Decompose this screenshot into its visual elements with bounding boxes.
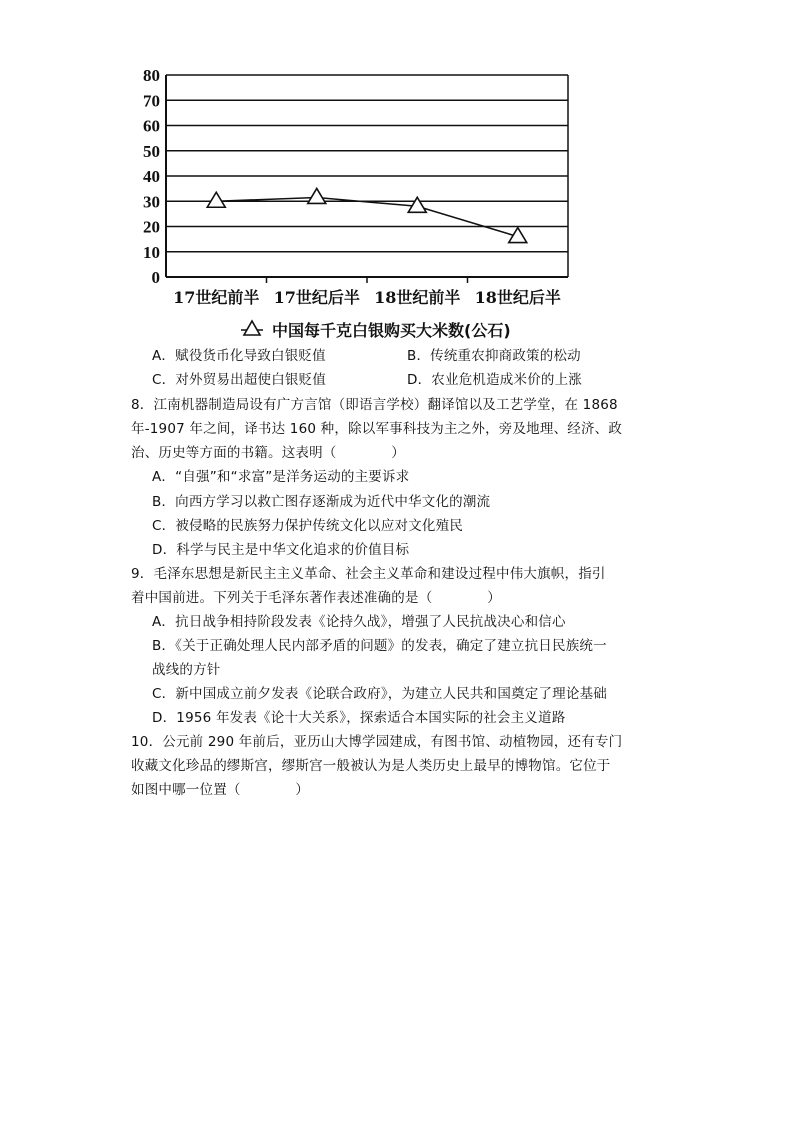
- y-tick-label: 70: [143, 91, 160, 111]
- q9-option-b-line-2: 战线的方针: [152, 662, 221, 678]
- y-tick-label: 30: [143, 192, 160, 212]
- q9-option-a: A．抗日战争相持阶段发表《论持久战》，增强了人民抗战决心和信心: [152, 614, 566, 630]
- q9-option-b-line-1: B．《关于正确处理人民内部矛盾的问题》的发表，确定了建立抗日民族统一: [152, 638, 607, 654]
- legend-triangle-icon: [244, 321, 260, 335]
- q8-option-b: B．向西方学习以救亡图存逐渐成为近代中华文化的潮流: [152, 494, 491, 510]
- data-point-triangle: [408, 197, 426, 212]
- y-tick-label: 50: [143, 141, 160, 161]
- q7-option-b: B．传统重农抑商政策的松动: [407, 348, 581, 364]
- q9-stem-line-1: 9．毛泽东思想是新民主主义革命、社会主义革命和建设过程中伟大旗帜，指引: [131, 566, 606, 582]
- q8-option-c: C．被侵略的民族努力保护传统文化以应对文化殖民: [152, 518, 464, 534]
- x-tick-label: 17世纪前半: [173, 288, 260, 307]
- q10-stem-line-3: 如图中哪一位置（ ）: [131, 782, 310, 798]
- y-tick-label: 10: [143, 242, 160, 262]
- q8-stem-line-1: 8．江南机器制造局设有广方言馆（即语言学校）翻译馆以及工艺学堂，在 1868: [131, 397, 618, 413]
- y-tick-label: 80: [143, 66, 160, 85]
- y-tick-label: 40: [143, 167, 160, 186]
- q10-stem-line-1: 10．公元前 290 年前后，亚历山大博学园建成，有图书馆、动植物园，还有专门: [131, 734, 623, 750]
- data-point-triangle: [308, 188, 326, 203]
- q7-option-d: D．农业危机造成米价的上涨: [407, 372, 582, 388]
- x-tick-label: 17世纪后半: [273, 288, 360, 307]
- q7-option-a: A．赋役货币化导致白银贬值: [152, 348, 326, 364]
- q10-stem-line-2: 收藏文化珍品的缪斯宫，缪斯宫一般被认为是人类历史上最早的博物馆。它位于: [131, 758, 611, 774]
- y-tick-label: 20: [143, 217, 160, 237]
- q7-option-c: C．对外贸易出超使白银贬值: [152, 372, 327, 388]
- data-point-triangle: [207, 192, 225, 207]
- x-tick-label: 18世纪后半: [474, 288, 561, 307]
- x-tick-label: 18世纪前半: [374, 288, 461, 307]
- q8-option-d: D．科学与民主是中华文化追求的价值目标: [152, 542, 410, 558]
- q9-option-d: D．1956 年发表《论十大关系》，探索适合本国实际的社会主义道路: [152, 710, 566, 726]
- q8-stem-line-3: 治、历史等方面的书籍。这表明（ ）: [131, 445, 405, 461]
- y-tick-label: 0: [151, 268, 160, 287]
- q8-stem-line-2: 年-1907 年之间，译书达 160 种，除以军事科技为主之外，旁及地理、经济、政: [131, 421, 623, 437]
- q9-stem-line-2: 着中国前进。下列关于毛泽东著作表述准确的是（ ）: [131, 590, 501, 606]
- silver-rice-line-chart: [135, 62, 580, 347]
- y-tick-label: 60: [143, 116, 160, 136]
- series-line: [216, 197, 518, 236]
- q9-option-c: C．新中国成立前夕发表《论联合政府》，为建立人民共和国奠定了理论基础: [152, 686, 607, 702]
- legend-label: 中国每千克白银购买大米数(公石): [272, 321, 511, 340]
- q8-option-a: A．“自强”和“求富”是洋务运动的主要诉求: [152, 469, 410, 485]
